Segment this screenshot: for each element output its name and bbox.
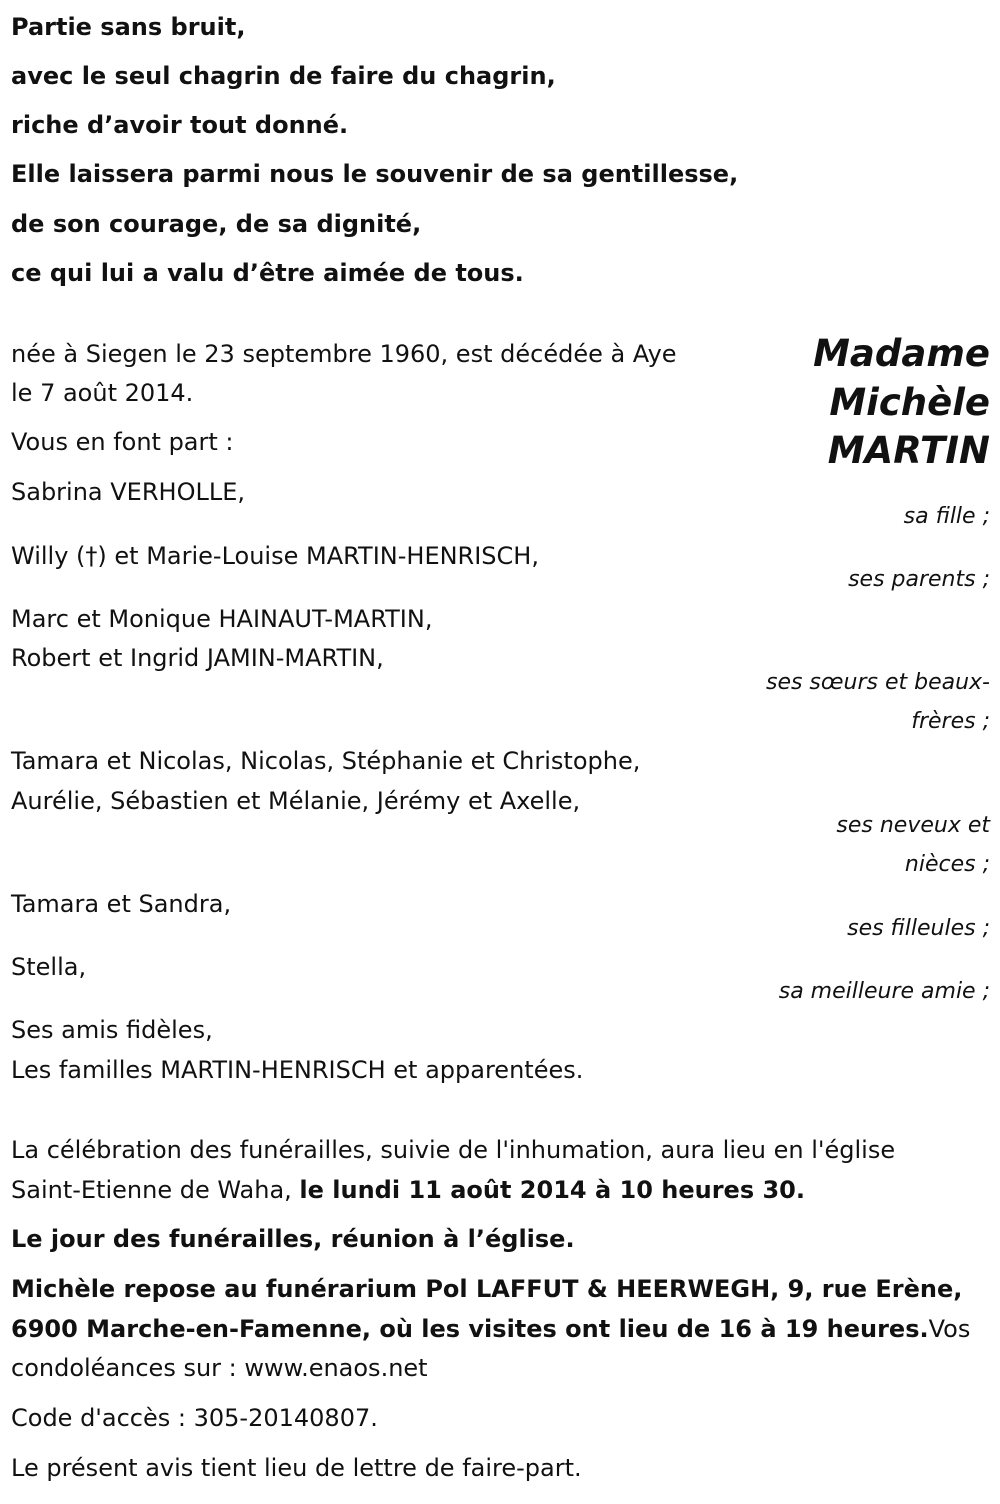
best-friend-role: sa meilleure amie ; (778, 979, 990, 1004)
goddaughters-names: Tamara et Sandra, (11, 890, 232, 918)
condolences-line: condoléances sur : www.enaos.net (11, 1354, 428, 1382)
nephews-role-line-1: ses neveux et (836, 813, 990, 838)
daughter-name: Sabrina VERHOLLE, (11, 478, 245, 506)
birth-line-2: le 7 août 2014. (11, 379, 194, 407)
rest-line-1: Michèle repose au funérarium Pol LAFFUT & HEERWEGH, 9, rue Erène, (11, 1275, 963, 1303)
access-code: Code d'accès : 305-20140807. (11, 1404, 378, 1432)
friends-line: Ses amis fidèles, (11, 1016, 213, 1044)
funeral-date: le lundi 11 août 2014 à 10 heures 30. (299, 1176, 805, 1204)
parents-role: ses parents ; (848, 567, 990, 592)
announce-text: Vous en font part : (11, 428, 234, 456)
parents-names: Willy (†) et Marie-Louise MARTIN-HENRISCH, (11, 542, 539, 570)
nephews-role-line-2: nièces ; (904, 852, 990, 877)
poem-line-6: ce qui lui a valu d’être aimée de tous. (11, 259, 524, 287)
siblings-line-2: Robert et Ingrid JAMIN-MARTIN, (11, 644, 384, 672)
deceased-title: Madame (813, 332, 990, 375)
daughter-role: sa fille ; (903, 504, 990, 529)
funeral-place: Saint-Etienne de Waha, (11, 1176, 300, 1204)
meeting-line: Le jour des funérailles, réunion à l’église. (11, 1225, 575, 1253)
siblings-role-line-2: frères ; (911, 709, 990, 734)
poem-line-3: riche d’avoir tout donné. (11, 111, 349, 139)
families-line: Les familles MARTIN-HENRISCH et apparentées. (11, 1056, 584, 1084)
nephews-line-1: Tamara et Nicolas, Nicolas, Stéphanie et Christophe, (11, 747, 641, 775)
best-friend-name: Stella, (11, 953, 87, 981)
deceased-last-name: MARTIN (827, 429, 990, 472)
rest-line-2 (11, 1309, 970, 1349)
poem-line-5: de son courage, de sa dignité, (11, 210, 422, 238)
deceased-first-name: Michèle (829, 381, 990, 424)
funeral-line-2 (11, 1170, 805, 1210)
poem-line-4: Elle laissera parmi nous le souvenir de sa gentillesse, (11, 160, 739, 188)
condolences-prefix: Vos (928, 1315, 971, 1343)
funeral-line-1: La célébration des funérailles, suivie de l'inhumation, aura lieu en l'église (11, 1136, 896, 1164)
siblings-line-1: Marc et Monique HAINAUT-MARTIN, (11, 605, 433, 633)
birth-line-1: née à Siegen le 23 septembre 1960, est décédée à Aye (11, 340, 677, 368)
notice-line: Le présent avis tient lieu de lettre de faire-part. (11, 1454, 582, 1482)
visit-hours: 6900 Marche-en-Famenne, où les visites ont lieu de 16 à 19 heures. (11, 1315, 929, 1343)
nephews-line-2: Aurélie, Sébastien et Mélanie, Jérémy et Axelle, (11, 787, 581, 815)
goddaughters-role: ses filleules ; (847, 916, 990, 941)
poem-line-1: Partie sans bruit, (11, 13, 246, 41)
poem-line-2: avec le seul chagrin de faire du chagrin, (11, 62, 556, 90)
siblings-role-line-1: ses sœurs et beaux- (765, 670, 990, 695)
